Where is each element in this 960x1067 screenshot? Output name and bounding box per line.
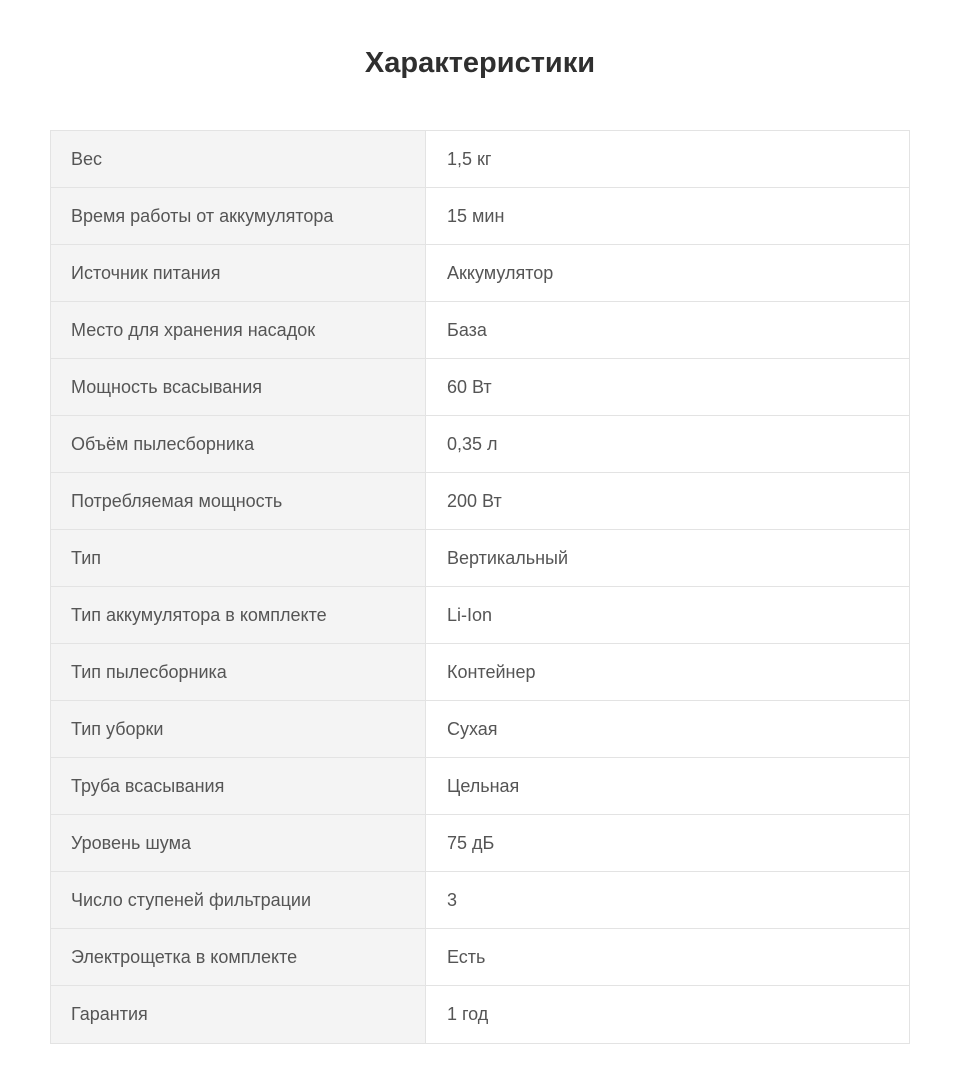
table-row — [51, 416, 909, 473]
table-row — [51, 131, 909, 188]
spec-name: Тип — [51, 530, 426, 586]
spec-value: Сухая — [426, 701, 909, 757]
spec-name: Труба всасывания — [51, 758, 426, 814]
spec-value: 200 Вт — [426, 473, 909, 529]
spec-value: Li-Ion — [426, 587, 909, 643]
spec-name: Время работы от аккумулятора — [51, 188, 426, 244]
table-row — [51, 815, 909, 872]
spec-name: Число ступеней фильтрации — [51, 872, 426, 928]
spec-value: Контейнер — [426, 644, 909, 700]
spec-name: Объём пылесборника — [51, 416, 426, 472]
table-row — [51, 302, 909, 359]
spec-name: Мощность всасывания — [51, 359, 426, 415]
spec-name: Вес — [51, 131, 426, 187]
spec-value: Аккумулятор — [426, 245, 909, 301]
spec-value: 3 — [426, 872, 909, 928]
table-row — [51, 530, 909, 587]
spec-name: Место для хранения насадок — [51, 302, 426, 358]
spec-value: 15 мин — [426, 188, 909, 244]
spec-value: 0,35 л — [426, 416, 909, 472]
spec-value: Вертикальный — [426, 530, 909, 586]
page-title: Характеристики — [364, 47, 596, 79]
spec-name: Потребляемая мощность — [51, 473, 426, 529]
spec-name: Электрощетка в комплекте — [51, 929, 426, 985]
table-row — [51, 929, 909, 986]
table-row — [51, 245, 909, 302]
spec-value: Цельная — [426, 758, 909, 814]
table-row — [51, 587, 909, 644]
spec-value: 1,5 кг — [426, 131, 909, 187]
table-row — [51, 188, 909, 245]
table-row — [51, 701, 909, 758]
spec-value: База — [426, 302, 909, 358]
specs-table — [50, 130, 910, 1044]
spec-name: Уровень шума — [51, 815, 426, 871]
table-row — [51, 644, 909, 701]
spec-name: Источник питания — [51, 245, 426, 301]
spec-name: Тип пылесборника — [51, 644, 426, 700]
spec-value: Есть — [426, 929, 909, 985]
spec-value: 75 дБ — [426, 815, 909, 871]
spec-value: 60 Вт — [426, 359, 909, 415]
table-row — [51, 872, 909, 929]
spec-value: 1 год — [426, 986, 909, 1043]
spec-name: Гарантия — [51, 986, 426, 1043]
spec-name: Тип аккумулятора в комплекте — [51, 587, 426, 643]
table-row — [51, 359, 909, 416]
table-row — [51, 473, 909, 530]
spec-name: Тип уборки — [51, 701, 426, 757]
table-row — [51, 758, 909, 815]
table-row — [51, 986, 909, 1043]
